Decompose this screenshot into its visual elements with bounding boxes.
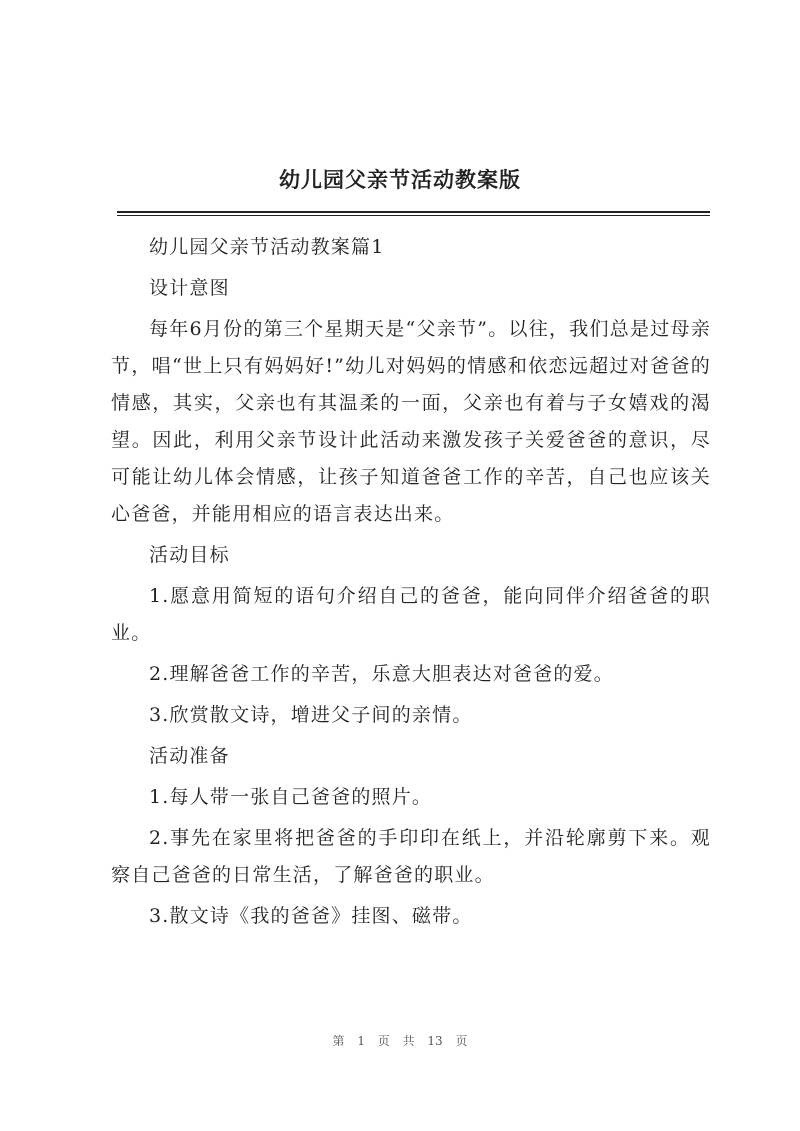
document-body: [111, 229, 711, 939]
document-title: 幼儿园父亲节活动教案版: [279, 167, 521, 192]
body-paragraph: 每年6月份的第三个星期天是“父亲节”。以往，我们总是过母亲节，唱“世上只有妈妈好!”幼儿对妈妈的情感和依恋远超过对爸爸的情感，其实，父亲也有其温柔的一面，父亲也有着与子女嬉戏的渴望。因此，利用父亲节设计此活动来激发孩子关爱爸爸的意识，尽可能让幼儿体会情感，让孩子知道爸爸工作的辛苦，自己也应该关心爸爸，并能用相应的语言表达出来。: [111, 318, 711, 525]
list-item: 1.愿意用简短的语句介绍自己的爸爸，能向同伴介绍爸爸的职业。: [111, 585, 711, 644]
section-heading: 活动准备: [149, 745, 230, 767]
section-heading: 设计意图: [149, 277, 230, 299]
list-item: 3.散文诗《我的爸爸》挂图、磁带。: [149, 905, 473, 927]
list-item: 3.欣赏散文诗，增进父子间的亲情。: [149, 704, 473, 726]
section-heading: 活动目标: [149, 544, 230, 566]
page-footer: 第 1 页 共 13 页: [332, 1034, 468, 1048]
list-item: 2.理解爸爸工作的辛苦，乐意大胆表达对爸爸的爱。: [149, 663, 614, 685]
title-divider-thick: [117, 211, 710, 213]
list-item: 2.事先在家里将把爸爸的手印印在纸上，并沿轮廓剪下来。观察自己爸爸的日常生活，了解爸爸的职业。: [111, 827, 711, 886]
section-heading: 幼儿园父亲节活动教案篇1: [149, 236, 385, 258]
list-item: 1.每人带一张自己爸爸的照片。: [149, 786, 433, 808]
title-divider-thin: [117, 215, 710, 216]
